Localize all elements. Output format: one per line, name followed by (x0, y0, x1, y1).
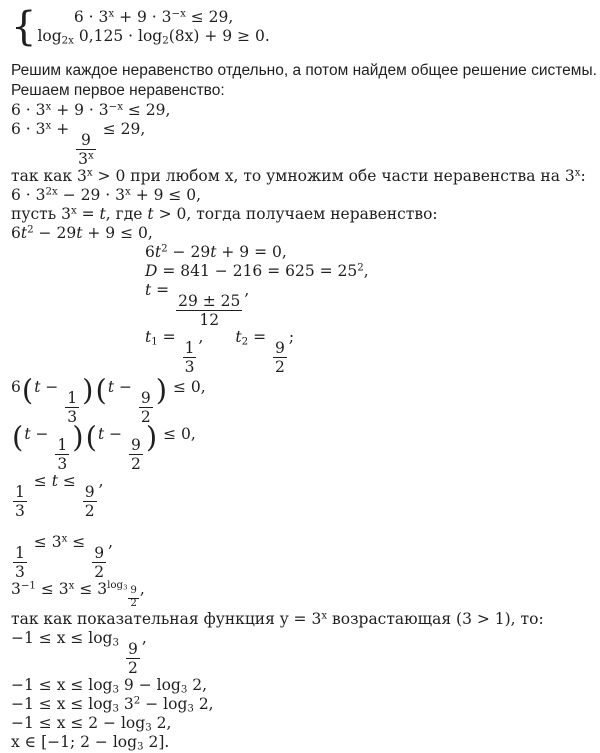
eq-discriminant: $D = 841 - 216 = 625 = 25^2$, (145, 262, 369, 280)
eq-original: $6 \cdot 3^x + 9 \cdot 3^{-x} \le 29$, (11, 101, 171, 119)
eq-quadratic-3x: $6 \cdot 3^{2x} - 29 \cdot 3^x + 9 \le 0$, (11, 186, 202, 204)
ineq-x-log-frac: $-1 \le x \le \log_3$ $\frac{9}{2}$ , (11, 629, 147, 677)
ineq-t-range: $\frac{1}{3}$ ≤ t ≤ $\frac{9}{2}$ , (15, 472, 104, 520)
first-inequality-heading: Решаем первое неравенство: (11, 82, 225, 99)
ineq-x-final: $-1 \le x \le 2 - \log_3 2$, (11, 714, 172, 734)
system-brace-icon: { (11, 4, 37, 50)
system-line-1: $6 \cdot 3^x + 9 \cdot 3^{-x} \le 29$, (73, 8, 234, 26)
system-lines (37, 8, 269, 46)
note-substitution: пусть $3^x = t$, где t > 0, тогда получаем неравенство: (11, 205, 438, 223)
eq-roots: $t_1$ = $\frac{1}{3}$ , $t_2$ = $\frac{9}{2}$ ; (145, 328, 295, 376)
eq-roots-formula: t = $\frac{29 \pm 25}{12}$ , (145, 281, 250, 329)
system-of-inequalities (11, 4, 600, 50)
ineq-factored: (t − $\frac{1}{3}$ )(t − $\frac{9}{2}$ ) ≤ 0, (12, 419, 196, 473)
ineq-x-log-square: $-1 \le x \le \log_3 3^2 - \log_3 2$, (11, 695, 214, 715)
answer: x ∈ [−1; $2 - \log_3 2$]. (11, 733, 170, 753)
system-line-2: $\log_{2x} 0,125 \cdot \log_2(8x) + 9 \ge 0$. (37, 27, 270, 47)
ineq-factored-6: 6(t − $\frac{1}{3}$ )(t − $\frac{9}{2}$ ) ≤ 0, (11, 372, 206, 426)
ineq-3x-range: $\frac{1}{3}$ ≤ $3^x$ ≤ $\frac{9}{2}$ , (15, 533, 113, 581)
eq-fraction-form: $6 \cdot 3^x$ + $\frac{9}{3^x}$ ≤ 29, (11, 120, 146, 168)
note-monotonic: так как показательная функция $y = 3^x$ возрастающая (3 > 1), то: (11, 610, 544, 629)
ineq-quadratic-t: $6t^2 - 29t + 9 \le 0$, (11, 224, 153, 242)
ineq-3x-powers: $3^{-1} \le 3^x \le 3^{log_3 \frac{9}{2}}$ , (11, 580, 145, 610)
intro-sentence: Решим каждое неравенство отдельно, а потом найдем общее решение системы. (11, 62, 597, 79)
eq-quadratic-t: $6t^2 - 29t + 9 = 0$, (145, 243, 287, 261)
ineq-x-log-diff: $-1 \le x \le \log_3 9 - \log_3 2$, (11, 676, 208, 696)
note-multiply: так как $3^x > 0$ при любом x, то умножим обе части неравенства на 3$^x$: (11, 167, 586, 185)
